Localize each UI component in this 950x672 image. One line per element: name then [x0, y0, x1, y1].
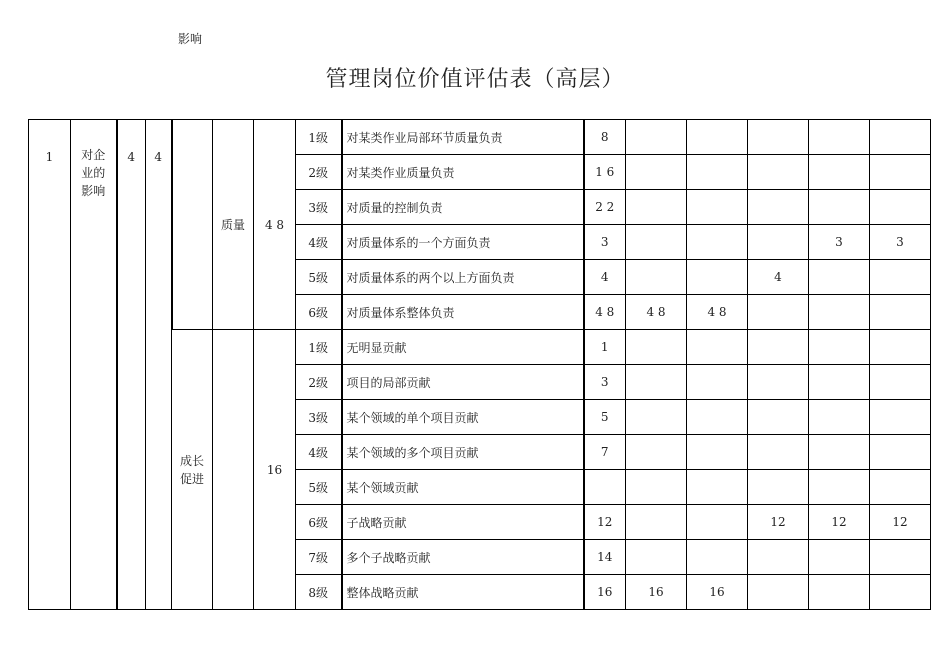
score-cell: [626, 190, 687, 225]
level-label: 8级: [296, 575, 342, 610]
score-cell: [687, 505, 748, 540]
level-description: 项目的局部贡献: [342, 365, 584, 400]
score-cell: [626, 505, 687, 540]
score-cell: [626, 155, 687, 190]
score-cell: 3: [584, 365, 626, 400]
score-cell: 4: [584, 260, 626, 295]
score-cell: [626, 470, 687, 505]
score-cell: [809, 470, 870, 505]
score-cell: [809, 155, 870, 190]
level-label: 6级: [296, 295, 342, 330]
score-cell: [870, 435, 931, 470]
level-label: 4级: [296, 225, 342, 260]
score-cell: [626, 435, 687, 470]
score-cell: [748, 470, 809, 505]
score-cell: 14: [584, 540, 626, 575]
value-a: 4: [117, 120, 146, 610]
score-cell: [870, 470, 931, 505]
score-cell: 4 8: [584, 295, 626, 330]
level-label: 2级: [296, 365, 342, 400]
score-cell: [626, 365, 687, 400]
score-cell: [748, 225, 809, 260]
level-description: 子战略贡献: [342, 505, 584, 540]
page-title: 管理岗位价值评估表（高层）: [325, 67, 625, 92]
score-cell: [687, 120, 748, 155]
score-cell: 16: [584, 575, 626, 610]
score-cell: 3: [584, 225, 626, 260]
level-description: 对某类作业质量负责: [342, 155, 584, 190]
score-cell: [809, 260, 870, 295]
value-b: 4: [146, 120, 172, 610]
score-cell: [626, 260, 687, 295]
level-description: 对质量体系整体负责: [342, 295, 584, 330]
level-label: 4级: [296, 435, 342, 470]
score-cell: [809, 540, 870, 575]
score-cell: 12: [748, 505, 809, 540]
score-cell: [748, 330, 809, 365]
score-cell: [809, 190, 870, 225]
level-label: 3级: [296, 190, 342, 225]
score-cell: [626, 540, 687, 575]
score-cell: [748, 295, 809, 330]
score-cell: 16: [626, 575, 687, 610]
score-cell: [687, 155, 748, 190]
section-name: 质量: [213, 120, 254, 330]
score-cell: [870, 575, 931, 610]
score-cell: [687, 330, 748, 365]
score-cell: [870, 120, 931, 155]
score-cell: [809, 400, 870, 435]
score-cell: [626, 225, 687, 260]
score-cell: [687, 190, 748, 225]
group-spacer: [172, 120, 213, 330]
score-cell: [748, 120, 809, 155]
level-label: 6级: [296, 505, 342, 540]
score-cell: 3: [870, 225, 931, 260]
section-weight: 4 8: [254, 120, 296, 330]
score-cell: 12: [809, 505, 870, 540]
top-note: 影响: [178, 32, 203, 46]
level-description: 对质量体系的两个以上方面负责: [342, 260, 584, 295]
score-cell: 12: [584, 505, 626, 540]
score-cell: [626, 120, 687, 155]
score-cell: [626, 400, 687, 435]
score-cell: 7: [584, 435, 626, 470]
score-cell: [748, 435, 809, 470]
score-cell: 1: [584, 330, 626, 365]
score-cell: 4 8: [626, 295, 687, 330]
level-description: 某个领域贡献: [342, 470, 584, 505]
level-description: 某个领域的多个项目贡献: [342, 435, 584, 470]
level-label: 5级: [296, 470, 342, 505]
level-label: 3级: [296, 400, 342, 435]
score-cell: [748, 190, 809, 225]
score-cell: 16: [687, 575, 748, 610]
score-cell: [809, 120, 870, 155]
score-cell: [870, 540, 931, 575]
score-cell: 4 8: [687, 295, 748, 330]
score-cell: 1 6: [584, 155, 626, 190]
score-cell: 12: [870, 505, 931, 540]
level-description: 对某类作业局部环节质量负责: [342, 120, 584, 155]
evaluation-table: [28, 119, 931, 610]
score-cell: [809, 435, 870, 470]
score-cell: 4: [748, 260, 809, 295]
score-cell: [748, 365, 809, 400]
score-cell: [748, 400, 809, 435]
score-cell: [584, 470, 626, 505]
score-cell: 8: [584, 120, 626, 155]
score-cell: 2 2: [584, 190, 626, 225]
level-description: 对质量的控制负责: [342, 190, 584, 225]
score-cell: [870, 155, 931, 190]
level-label: 7级: [296, 540, 342, 575]
score-cell: [748, 540, 809, 575]
score-cell: [687, 470, 748, 505]
score-cell: [687, 260, 748, 295]
score-cell: [748, 575, 809, 610]
score-cell: [870, 190, 931, 225]
level-description: 无明显贡献: [342, 330, 584, 365]
score-cell: [748, 155, 809, 190]
table-row: [29, 120, 931, 155]
score-cell: [870, 365, 931, 400]
score-cell: [809, 365, 870, 400]
score-cell: [809, 295, 870, 330]
score-cell: [687, 225, 748, 260]
score-cell: [870, 330, 931, 365]
score-cell: 3: [809, 225, 870, 260]
score-cell: [626, 330, 687, 365]
score-cell: [687, 365, 748, 400]
level-description: 整体战略贡献: [342, 575, 584, 610]
level-label: 1级: [296, 330, 342, 365]
category-label: 对企业的影响: [71, 120, 117, 610]
score-cell: [809, 330, 870, 365]
score-cell: [870, 400, 931, 435]
level-description: 某个领域的单个项目贡献: [342, 400, 584, 435]
score-cell: [870, 295, 931, 330]
level-description: 多个子战略贡献: [342, 540, 584, 575]
section-name: 成长促进: [172, 330, 213, 610]
score-cell: 5: [584, 400, 626, 435]
score-cell: [870, 260, 931, 295]
row-index: 1: [29, 120, 71, 610]
score-cell: [687, 400, 748, 435]
section-name-col6: [213, 330, 254, 610]
level-label: 2级: [296, 155, 342, 190]
level-label: 1级: [296, 120, 342, 155]
score-cell: [809, 575, 870, 610]
level-label: 5级: [296, 260, 342, 295]
level-description: 对质量体系的一个方面负责: [342, 225, 584, 260]
section-weight: 16: [254, 330, 296, 610]
score-cell: [687, 540, 748, 575]
score-cell: [687, 435, 748, 470]
